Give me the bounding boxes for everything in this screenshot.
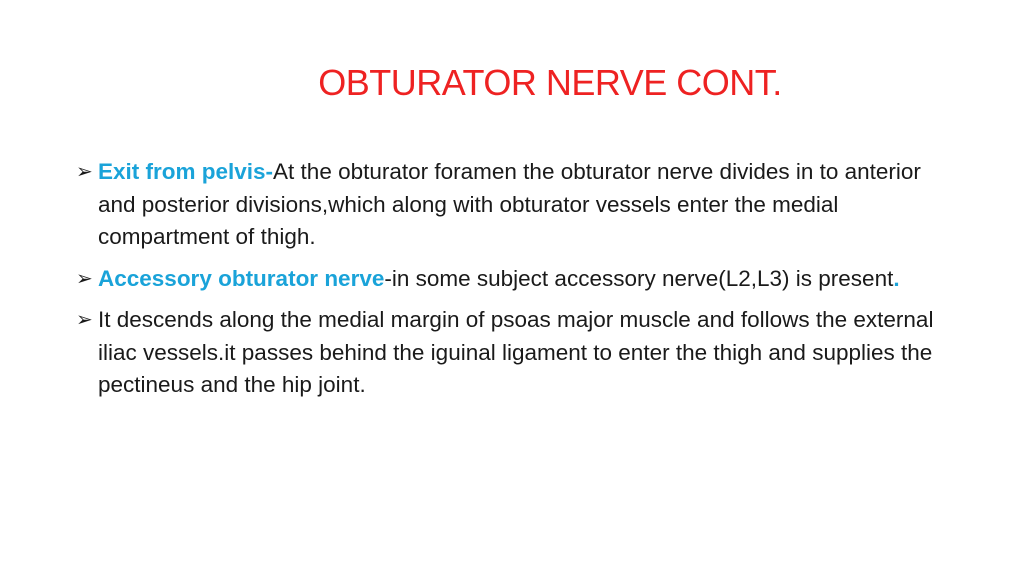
bullet-highlight: Exit from pelvis- — [98, 159, 274, 184]
arrow-bullet-icon: ➢ — [76, 309, 93, 331]
bullet-accessory-obturator-nerve — [76, 263, 956, 296]
bullet-text: It descends along the medial margin of psoas major muscle and follows the external iliac vessels.it passes behind the iguinal ligament to enter the thigh and supplies the pectineus and the hip joint. — [98, 307, 934, 397]
arrow-bullet-icon: ➢ — [76, 161, 93, 183]
bullet-course — [76, 304, 956, 402]
bullet-list — [76, 156, 956, 411]
bullet-highlight: Accessory obturator nerve — [98, 265, 385, 291]
bullet-tail-highlight: . — [893, 265, 900, 291]
bullet-text: -in some subject accessory nerve(L2,L3) is present — [384, 265, 894, 291]
bullet-exit-from-pelvis — [76, 156, 956, 254]
slide-title: OBTURATOR NERVE CONT. — [318, 62, 782, 103]
arrow-bullet-icon: ➢ — [76, 267, 93, 290]
bullet-text: At the obturator foramen the obturator nerve divides in to anterior and posterior divisions,which along with obturator vessels enter the medial compartment of thigh. — [98, 159, 921, 249]
